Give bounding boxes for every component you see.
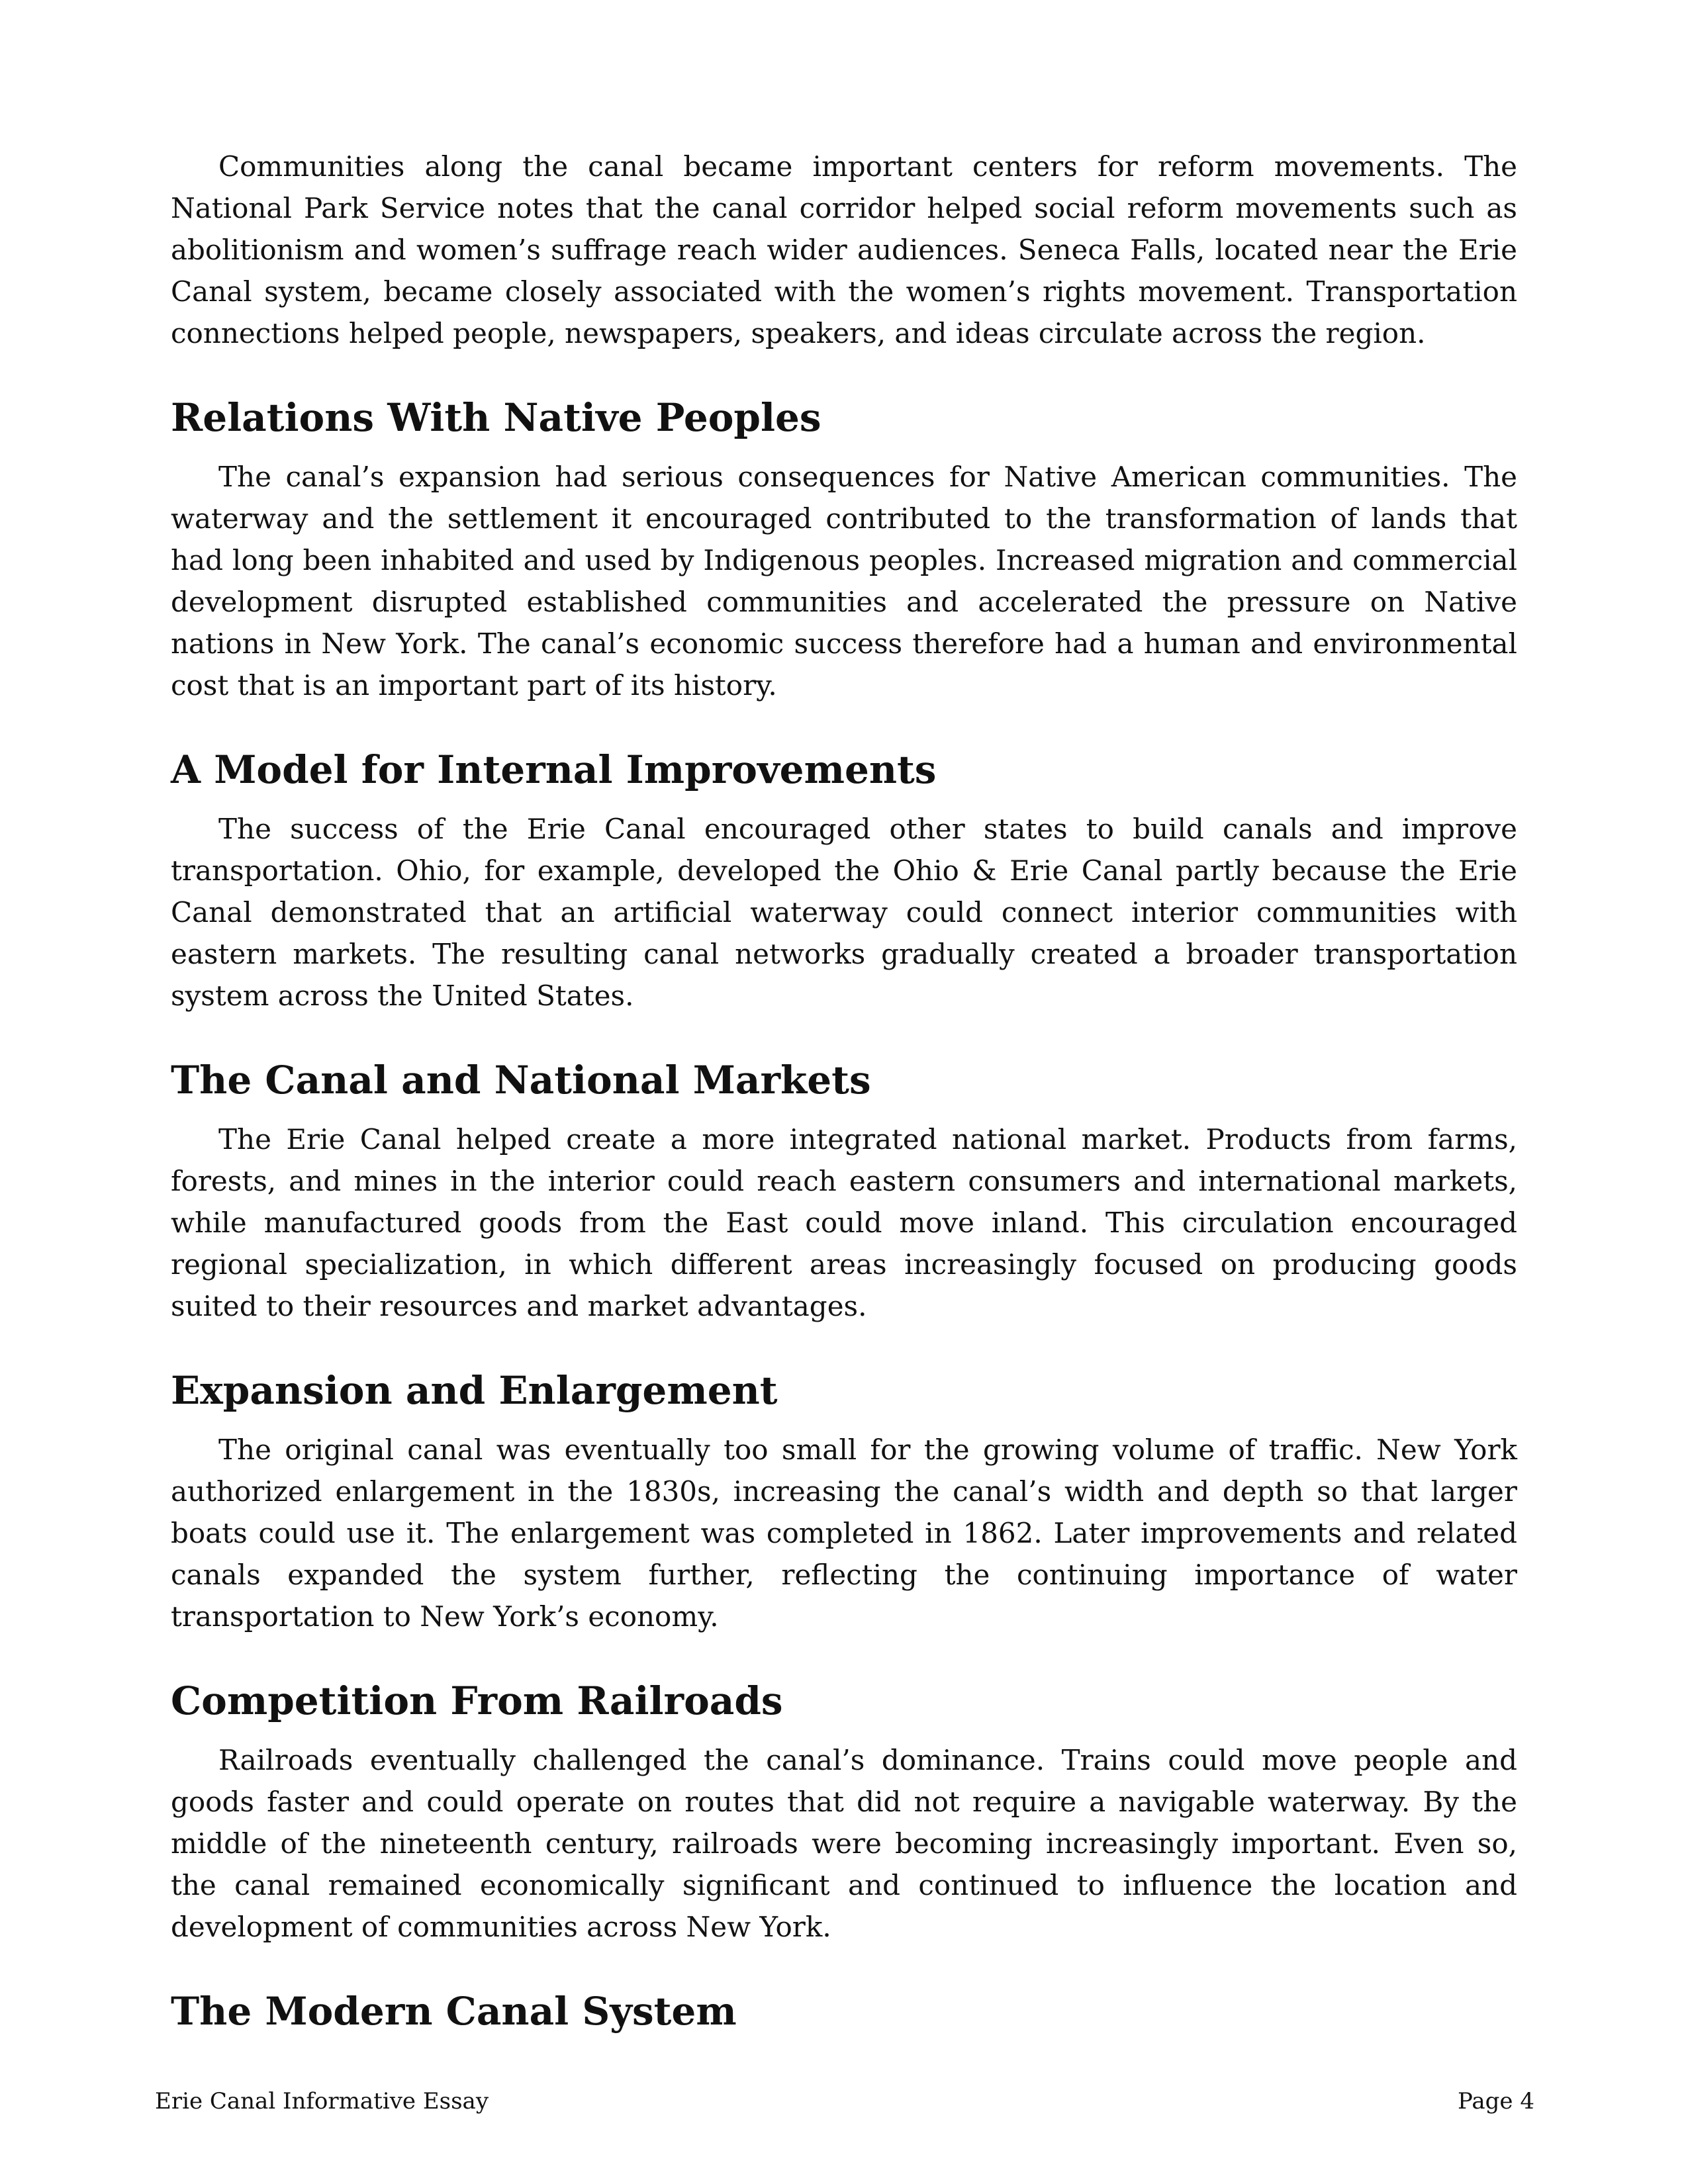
- footer-document-title: Erie Canal Informative Essay: [155, 2088, 489, 2115]
- footer-page-number: Page 4: [1458, 2088, 1534, 2115]
- paragraph-competition-railroads: Railroads eventually challenged the canal’s dominance. Trains could move people and goods faster and could operate on routes that did not require a navigable waterway. By the middle of the nineteenth century, railroads were becoming increasingly important. Even so, the canal remained economically significant and continued to influence the location and development of communities across New York.: [171, 1744, 1517, 1943]
- heading-internal-improvements: A Model for Internal Improvements: [171, 747, 937, 792]
- heading-national-markets: The Canal and National Markets: [171, 1058, 871, 1103]
- paragraph-reform-movements: Communities along the canal became important centers for reform movements. The National Park Service notes that the canal corridor helped social reform movements such as abolitionism and women’s suffrage reach wider audiences. Seneca Falls, located near the Erie Canal system, became closely associated with the women’s rights movement. Transportation connections helped people, newspapers, speakers, and ideas circulate across the region.: [171, 150, 1517, 349]
- heading-expansion-enlargement: Expansion and Enlargement: [171, 1368, 778, 1413]
- paragraph-expansion-enlargement: The original canal was eventually too small for the growing volume of traffic. New York authorized enlargement in the 1830s, increasing the canal’s width and depth so that larger boats could use it. The enlargement was completed in 1862. Later improvements and related canals expanded the system further, reflecting the continuing importance of water transportation to New York’s economy.: [171, 1433, 1517, 1633]
- paragraph-native-peoples: The canal’s expansion had serious consequences for Native American communities. The waterway and the settlement it encouraged contributed to the transformation of lands that had long been inhabited and used by Indigenous peoples. Increased migration and commercial development disrupted established communities and accelerated the pressure on Native nations in New York. The canal’s economic success therefore had a human and environmental cost that is an important part of its history.: [171, 461, 1517, 702]
- paragraph-internal-improvements: The success of the Erie Canal encouraged other states to build canals and improve transportation. Ohio, for example, developed the Ohio & Erie Canal partly because the Erie Canal demonstrated that an artificial waterway could connect interior communities with eastern markets. The resulting canal networks gradually created a broader transportation system across the United States.: [171, 813, 1517, 1012]
- document-body: [171, 146, 1517, 2050]
- heading-competition-railroads: Competition From Railroads: [171, 1678, 783, 1723]
- heading-modern-canal-system: The Modern Canal System: [171, 1989, 737, 2034]
- paragraph-national-markets: The Erie Canal helped create a more integrated national market. Products from farms, forests, and mines in the interior could reach eastern consumers and international markets, while manufactured goods from the East could move inland. This circulation encouraged regional specialization, in which different areas increasingly focused on producing goods suited to their resources and market advantages.: [171, 1123, 1517, 1322]
- heading-native-peoples: Relations With Native Peoples: [171, 395, 821, 440]
